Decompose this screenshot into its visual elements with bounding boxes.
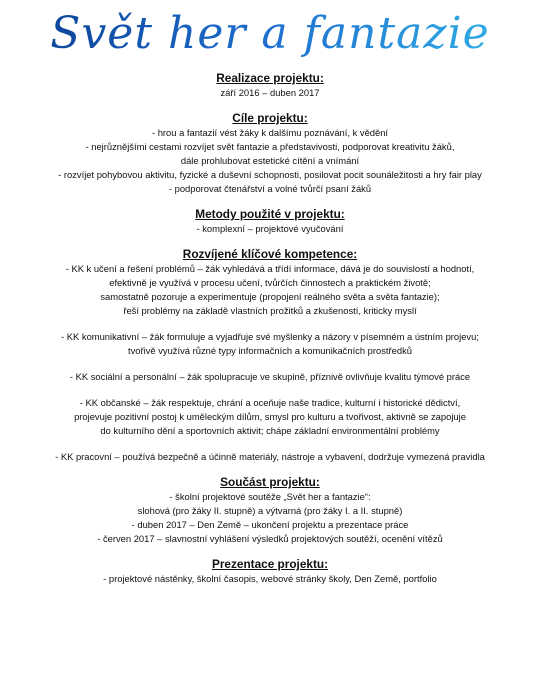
section-heading: Metody použité v projektu: <box>195 207 345 221</box>
document-content <box>0 71 540 586</box>
section-heading: Cíle projektu: <box>232 111 308 125</box>
page-title: Svět her a fantazie <box>0 4 540 64</box>
text-line: - hrou a fantazií vést žáky k dalšímu poznávání, k vědění <box>151 127 389 138</box>
text-line: - projektové nástěnky, školní časopis, webové stránky školy, Den Země, portfolio <box>103 573 437 584</box>
section-kompetence <box>0 247 540 464</box>
section-realizace <box>0 71 540 100</box>
text-line: září 2016 – duben 2017 <box>220 87 320 98</box>
section-heading: Realizace projektu: <box>216 71 324 85</box>
text-line: - KK komunikativní – žák formuluje a vyjadřuje své myšlenky a názory v písemném a ústním projevu; <box>61 331 479 342</box>
text-line: - KK pracovní – používá bezpečně a účinně materiály, nástroje a vybavení, dodržuje vymezená pravidla <box>55 451 485 462</box>
competence-group-civic <box>0 396 540 438</box>
section-heading: Součást projektu: <box>220 475 320 489</box>
text-line: tvořivě využívá různé typy informačních a komunikačních prostředků <box>128 345 412 356</box>
section-soucast <box>0 475 540 546</box>
text-line: - červen 2017 – slavnostní vyhlášení výsledků projektových soutěží, ocenění vítězů <box>97 533 443 544</box>
section-heading: Prezentace projektu: <box>211 557 329 571</box>
section-prezentace <box>0 557 540 586</box>
text-line: - duben 2017 – Den Země – ukončení projektu a prezentace práce <box>131 519 409 530</box>
competence-group-communicative <box>0 330 540 358</box>
competence-group-social <box>0 370 540 384</box>
text-line: - rozvíjet pohybovou aktivitu, fyzické a duševní schopnosti, posilovat pocit sounáležitosti a hry fair play <box>58 169 482 180</box>
text-line: - KK občanské – žák respektuje, chrání a oceňuje naše tradice, kulturní i historické dědictví, <box>79 397 461 408</box>
text-line: - KK k učení a řešení problémů – žák vyhledává a třídí informace, dává je do souvislostí a hodnotí, <box>65 263 475 274</box>
section-metody <box>0 207 540 236</box>
section-heading: Rozvíjené klíčové kompetence: <box>182 247 358 261</box>
text-line: řeší problémy na základě vlastních prožitků a zkušeností, kriticky myslí <box>123 305 417 316</box>
competence-group-learning <box>0 262 540 318</box>
text-line: - KK sociální a personální – žák spolupracuje ve skupině, příznivě ovlivňuje kvalitu týmové práce <box>69 371 471 382</box>
text-line: do kulturního dění a sportovních aktivit; chápe základní environmentální problémy <box>100 425 440 436</box>
text-line: - nejrůznějšími cestami rozvíjet svět fantazie a představivosti, podporovat kreativitu žáků, <box>85 141 455 152</box>
text-line: projevuje pozitivní postoj k uměleckým dílům, smysl pro kulturu a tvořivost, aktivně se zapojuje <box>74 411 466 422</box>
text-line: dále prohlubovat estetické cítění a vnímání <box>180 155 360 166</box>
text-line: slohová (pro žáky II. stupně) a výtvarná (pro žáky I. a II. stupně) <box>137 505 403 516</box>
text-line: samostatně pozoruje a experimentuje (propojení reálného světa a světa fantazie); <box>100 291 440 302</box>
text-line: efektivně je využívá v procesu učení, tvůrčích činnostech a praktickém životě; <box>109 277 431 288</box>
section-cile <box>0 111 540 196</box>
competence-group-work <box>0 450 540 464</box>
text-line: - podporovat čtenářství a volné tvůrčí psaní žáků <box>168 183 372 194</box>
text-line: - komplexní – projektové vyučování <box>196 223 344 234</box>
text-line: - školní projektové soutěže „Svět her a fantazie“: <box>169 491 371 502</box>
